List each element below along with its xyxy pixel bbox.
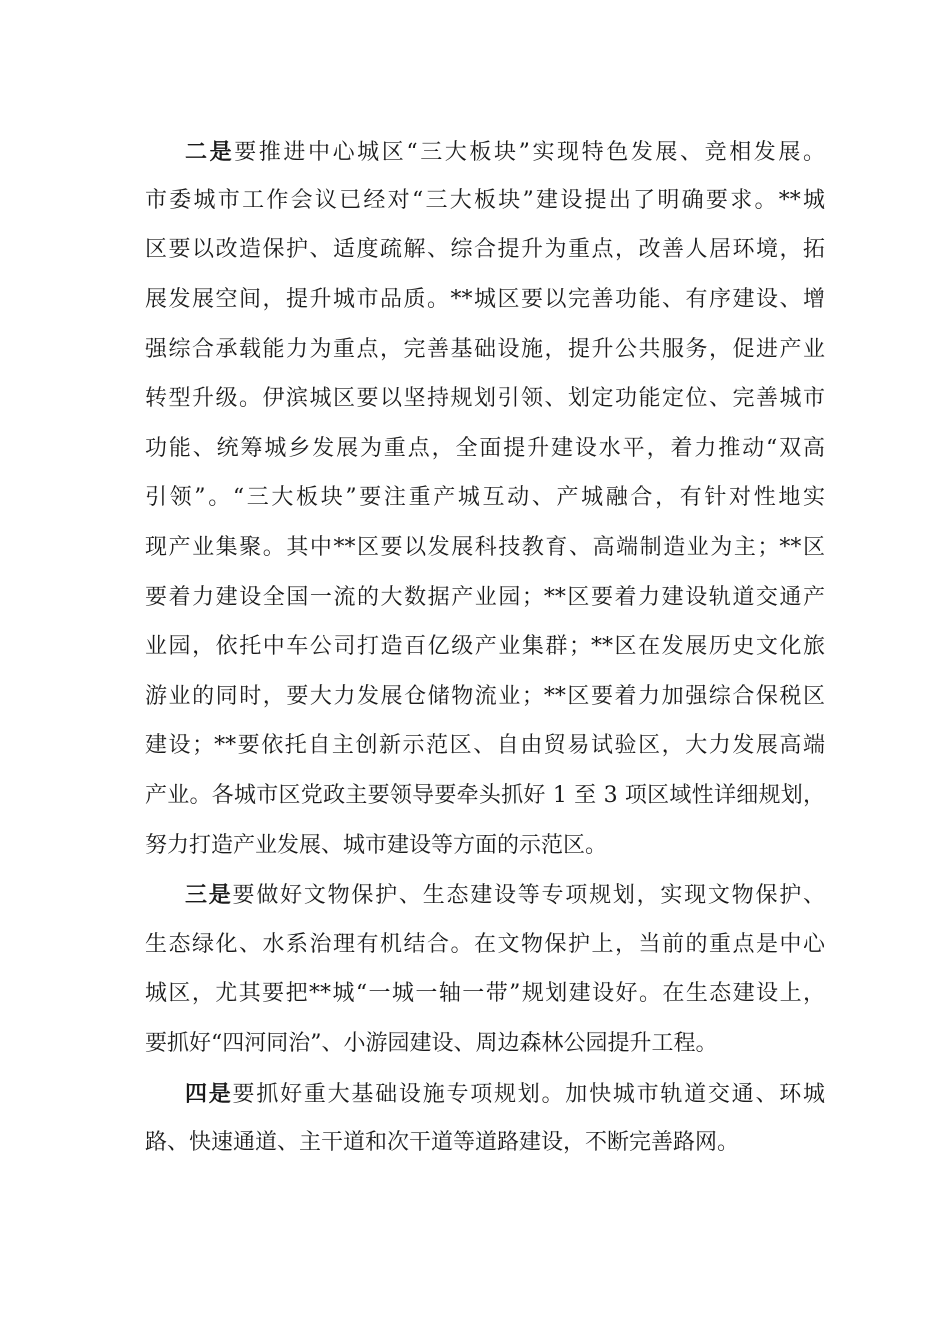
paragraph-1-line-1 bbox=[185, 134, 825, 170]
paragraph-1-lead: 二是 bbox=[185, 139, 235, 165]
paragraph-1-line-6: 转型升级。伊滨城区要以坚持规划引领、划定功能定位、完善城市 bbox=[145, 386, 825, 411]
paragraph-1-line-7: 功能、统筹城乡发展为重点，全面提升建设水平，着力推动“双高 bbox=[145, 436, 825, 461]
paragraph-3-line-2: 路、快速通道、主干道和次干道等道路建设，不断完善路网。 bbox=[145, 1130, 740, 1155]
paragraph-1-line-2: 市委城市工作会议已经对“三大板块”建设提出了明确要求。**城 bbox=[145, 188, 825, 213]
paragraph-1-line-8: 引领”。“三大板块”要注重产城互动、产城融合，有针对性地实 bbox=[145, 485, 825, 510]
paragraph-2-line-1-text: 要做好文物保护、生态建设等专项规划，实现文物保护、 bbox=[232, 883, 825, 908]
paragraph-2-line-1 bbox=[185, 877, 825, 913]
paragraph-1-line-1-text: 要推进中心城区“三大板块”实现特色发展、竞相发展。 bbox=[234, 140, 825, 165]
paragraph-1-line-15: 努力打造产业发展、城市建设等方面的示范区。 bbox=[145, 833, 608, 858]
paragraph-2-line-2: 生态绿化、水系治理有机结合。在文物保护上，当前的重点是中心 bbox=[145, 932, 825, 957]
paragraph-2-line-3: 城区，尤其要把**城“一城一轴一带”规划建设好。在生态建设上， bbox=[145, 981, 825, 1006]
paragraph-1-line-9: 现产业集聚。其中**区要以发展科技教育、高端制造业为主；**区 bbox=[145, 535, 825, 560]
paragraph-3-line-1-text: 要抓好重大基础设施专项规划。加快城市轨道交通、环城 bbox=[232, 1082, 825, 1107]
paragraph-2-lead: 三是 bbox=[185, 882, 233, 908]
paragraph-1-line-4: 展发展空间，提升城市品质。**城区要以完善功能、有序建设、增 bbox=[145, 287, 825, 312]
paragraph-1-line-3: 区要以改造保护、适度疏解、综合提升为重点，改善人居环境，拓 bbox=[145, 237, 825, 262]
paragraph-1-line-11: 业园，依托中车公司打造百亿级产业集群；**区在发展历史文化旅 bbox=[145, 634, 825, 659]
paragraph-3-lead: 四是 bbox=[185, 1081, 233, 1107]
paragraph-3-line-1 bbox=[185, 1076, 825, 1112]
paragraph-1-line-12: 游业的同时，要大力发展仓储物流业；**区要着力加强综合保税区 bbox=[145, 684, 825, 709]
paragraph-1-line-14: 产业。各城市区党政主要领导要牵头抓好 1 至 3 项区域性详细规划， bbox=[145, 783, 825, 808]
paragraph-2-line-4: 要抓好“四河同治”、小游园建设、周边森林公园提升工程。 bbox=[145, 1031, 718, 1056]
paragraph-1-line-10: 要着力建设全国一流的大数据产业园；**区要着力建设轨道交通产 bbox=[145, 585, 825, 610]
paragraph-1-line-13: 建设；**要依托自主创新示范区、自由贸易试验区，大力发展高端 bbox=[145, 733, 825, 758]
paragraph-1-line-5: 强综合承载能力为重点，完善基础设施，提升公共服务，促进产业 bbox=[145, 337, 825, 362]
